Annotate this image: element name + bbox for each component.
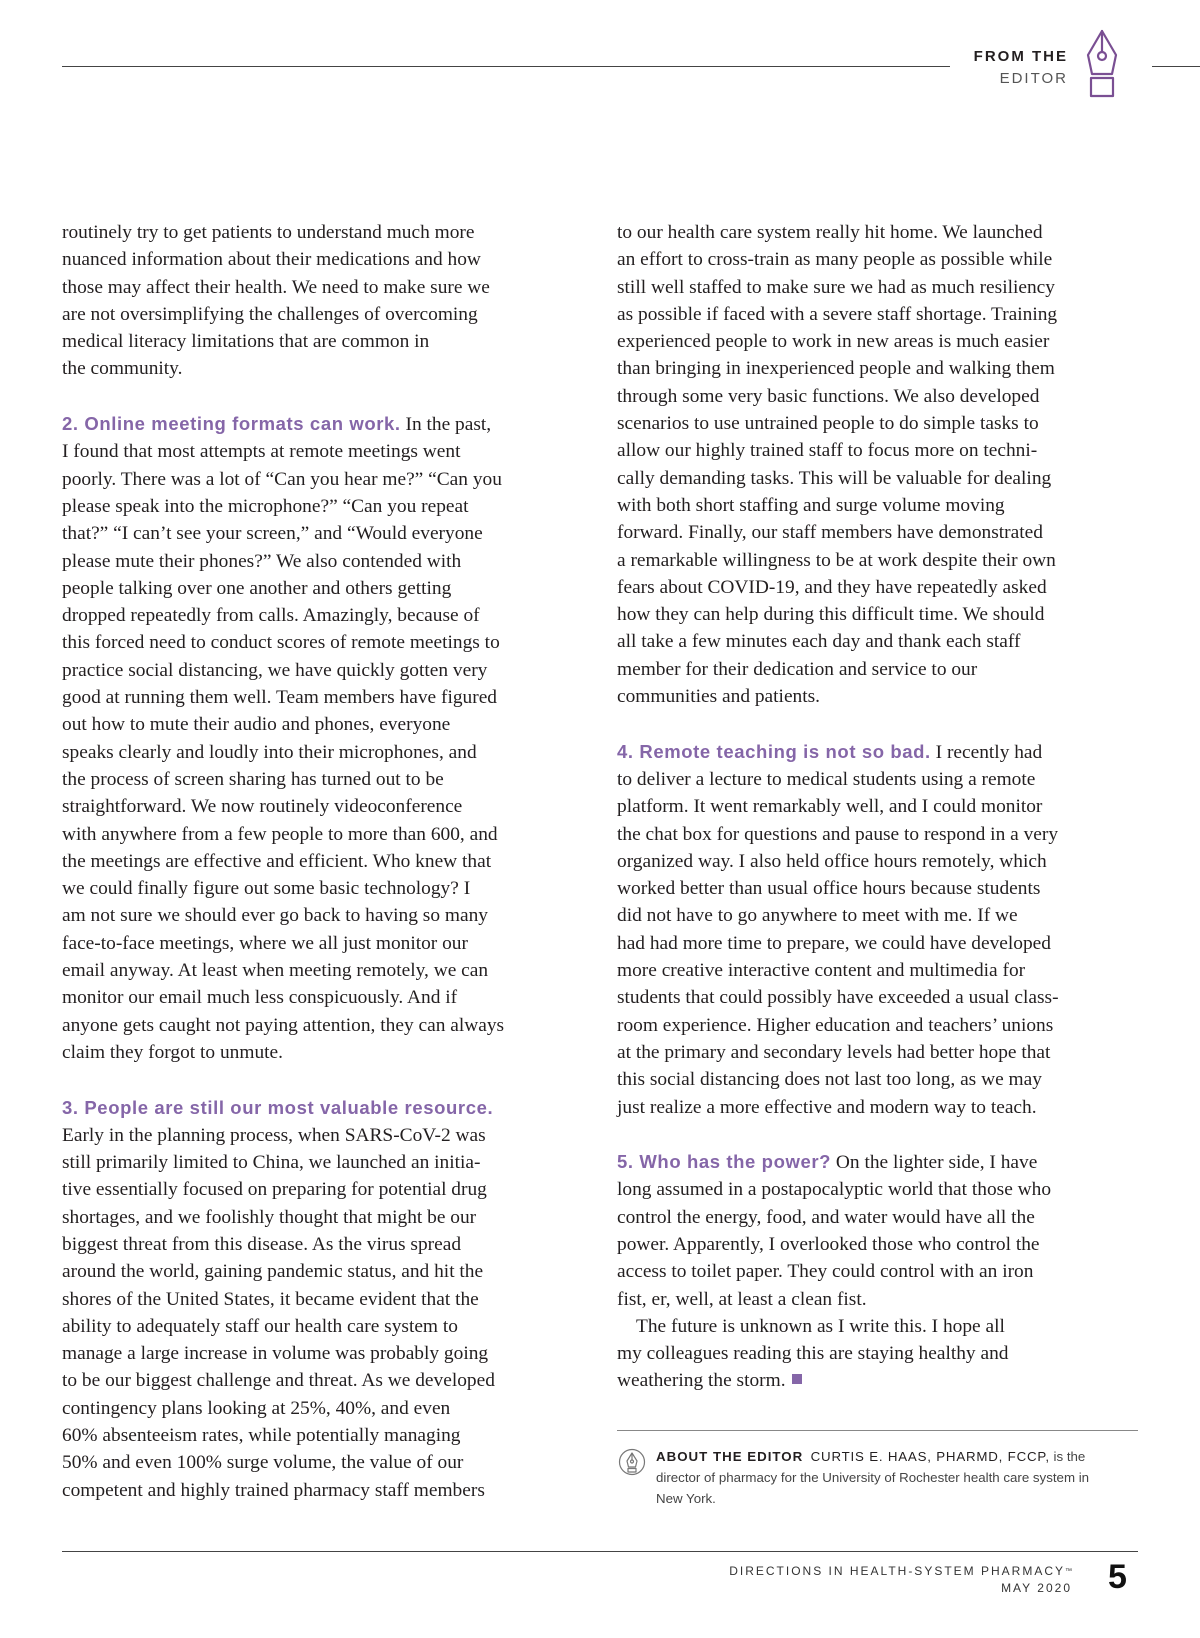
section-4-heading: 4. Remote teaching is not so bad. xyxy=(617,740,931,762)
footer-rule xyxy=(62,1551,1138,1552)
end-of-article-mark xyxy=(792,1374,802,1384)
editor-bio: is the director of pharmacy for the University of Rochester health care system in New York. xyxy=(656,1449,1090,1506)
issue-date: MAY 2020 xyxy=(1001,1581,1072,1595)
section-4-text: I recently had to deliver a lecture to medical students using a remote platform. It went remarkably well, and I could monitor the chat box for questions and pause to respond in a very organized way. I also held office hours remotely, which worked better than usual office hours because students did not have to go anywhere to meet with me. If we had had more time to prepare, we could have developed more creative interactive content and multimedia for students that could possibly have exceeded a usual class- room experience. Higher education and teachers’ unions at the primary and secondary levels had better hope that this social distancing does not last too long, as we may just realize a more effective and modern way to teach. xyxy=(617,741,1059,1118)
section-5-paragraph xyxy=(617,1148,1137,1313)
section-label-line2: EDITOR xyxy=(999,70,1068,87)
section-5-text: On the lighter side, I have long assumed in a postapocalyptic world that those who control the energy, food, and water would have all the power. Apparently, I overlooked those who control the access to toilet paper. They could control with an iron fist, er, well, at least a clean fist. xyxy=(617,1152,1052,1310)
section-label xyxy=(974,46,1068,90)
pen-nib-circle-icon xyxy=(618,1448,646,1476)
header-rule-left xyxy=(62,66,950,67)
body-paragraph: to our health care system really hit home. We launched an effort to cross-train as many people as possible while still well staffed to make sure we had as much resiliency as possible if faced with a severe staff shortage. Training experienced people to work in new areas is much easier than bringing in inexperienced people and walking them through some very basic functions. We also developed scenarios to use untrained people to do simple tasks to allow our highly trained staff to focus more on techni- cally demanding tasks. This will be valuable for dealing with both short staffing and surge volume moving forward. Finally, our staff members have demonstrated a remarkable willingness to be at work despite their own fears about COVID-19, and they have repeatedly asked how they can help during this difficult time. We should all take a few minutes each day and thank each staff member for their dedication and service to our communities and patients. xyxy=(617,222,1058,708)
section-3-paragraph xyxy=(62,1094,582,1504)
section-3-text: Early in the planning process, when SARS-CoV-2 was still primarily limited to China, we launched an initia- tive essentially focused on preparing for potential drug shortages, and we foolishly thought that might be our biggest threat from this disease. As the virus spread around the world, gaining pandemic status, and hit the shores of the United States, it became evident that the ability to adequately staff our health care system to manage a large increase in volume was probably going to be our biggest challenge and threat. As we developed contingency plans looking at 25%, 40%, and even 60% absenteeism rates, while potentially managing 50% and even 100% surge volume, the value of our competent and highly trained pharmacy staff members xyxy=(62,1124,495,1501)
section-3-heading: 3. People are still our most valuable resource. xyxy=(62,1096,494,1118)
footer xyxy=(729,1563,1072,1597)
header-rule-right xyxy=(1152,66,1200,67)
right-column xyxy=(617,219,1137,1395)
about-divider xyxy=(617,1430,1138,1431)
publication-name: DIRECTIONS IN HEALTH-SYSTEM PHARMACY xyxy=(729,1564,1065,1578)
page-number: 5 xyxy=(1108,1558,1127,1596)
section-label-line1: FROM THE xyxy=(973,48,1068,65)
section-2-text: In the past, I found that most attempts at remote meetings went poorly. There was a lot of “Can you hear me?” “Can you please speak into the microphone?” “Can you repeat that?” “I can’t see your screen,” and “Would everyone please mute their phones?” We also contended with people talking over one another and others getting dropped repeatedly from calls. Amazingly, because of this forced need to conduct scores of remote meetings to practice social distancing, we have quickly gotten very good at running them well. Team members have figured out how to mute their audio and phones, everyone speaks clearly and loudly into their microphones, and the process of screen sharing has turned out to be straightforward. We now routinely videoconference with anywhere from a few people to more than 600, and the meetings are effective and efficient. Who knew that we could finally figure out some basic technology? I am not sure we should ever go back to having so many face-to-face meetings, where we all just monitor our email anyway. At least when meeting remotely, we can monitor our email much less conspicuously. And if anyone gets caught not paying attention, they can always claim they forgot to unmute. xyxy=(62,414,505,1063)
fountain-pen-nib-icon xyxy=(1080,28,1124,104)
section-2-paragraph xyxy=(62,410,582,1066)
body-paragraph: routinely try to get patients to understand much more nuanced information about their medications and how those may affect their health. We need to make sure we are not oversimplifying the challenges of overcoming medical literacy limitations that are common in the community. xyxy=(62,222,490,380)
section-5-heading: 5. Who has the power? xyxy=(617,1151,832,1173)
closing-paragraph xyxy=(617,1313,1137,1395)
left-column xyxy=(62,219,582,1504)
editor-name: CURTIS E. HAAS, PHARMD, FCCP, xyxy=(810,1449,1050,1464)
section-4-paragraph xyxy=(617,738,1137,1121)
trademark-symbol: ™ xyxy=(1065,1568,1072,1575)
section-2-heading: 2. Online meeting formats can work. xyxy=(62,413,401,435)
about-the-editor xyxy=(656,1446,1096,1509)
closing-text: The future is unknown as I write this. I hope all my colleagues reading this are staying healthy and weathering the storm. xyxy=(617,1315,1009,1392)
about-label: ABOUT THE EDITOR xyxy=(656,1449,804,1464)
